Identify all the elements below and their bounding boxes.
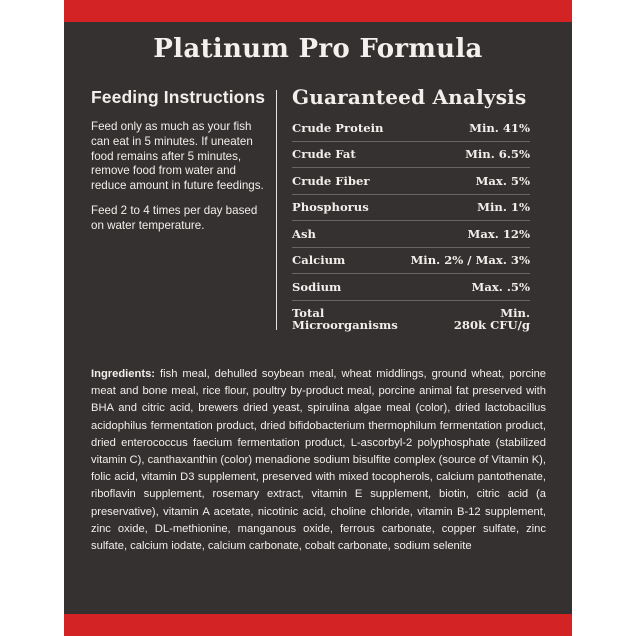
label-panel: [64, 0, 572, 636]
product-title: Platinum Pro Formula: [153, 34, 483, 64]
analysis-value: Min. 41%: [469, 120, 530, 135]
label-line: Microorganisms: [292, 317, 398, 332]
analysis-label: [292, 307, 398, 331]
analysis-row-microorganisms: [292, 301, 530, 343]
analysis-label: Crude Fiber: [292, 173, 370, 188]
ingredients-label: Ingredients:: [91, 368, 156, 380]
analysis-label: Phosphorus: [292, 200, 369, 215]
value-line: 280k CFU/g: [453, 317, 530, 332]
analysis-label: Crude Fat: [292, 147, 356, 162]
analysis-label: Sodium: [292, 279, 342, 294]
analysis-heading: Guaranteed Analysis: [292, 85, 527, 109]
feeding-heading: Feeding Instructions: [91, 87, 266, 107]
analysis-row: [292, 221, 530, 248]
top-red-band: [64, 0, 572, 22]
feeding-instructions: [91, 87, 269, 244]
analysis-value: Max. 5%: [475, 173, 530, 188]
ingredients-block: [91, 366, 546, 555]
analysis-row: [292, 142, 530, 169]
value-line: Min.: [500, 305, 530, 320]
analysis-value: Min. 1%: [477, 200, 530, 215]
analysis-row: [292, 168, 530, 195]
analysis-row: [292, 248, 530, 275]
analysis-row: [292, 274, 530, 301]
analysis-row: [292, 115, 530, 142]
column-divider: [276, 90, 277, 330]
analysis-label: Crude Protein: [292, 120, 384, 135]
analysis-row: [292, 195, 530, 222]
guaranteed-analysis: [292, 85, 530, 343]
ingredients-text: fish meal, dehulled soybean meal, wheat middlings, ground wheat, porcine meat and bone meal, rice flour, poultry by-product meal, porcine animal fat preserved with BHA and citric acid, brewers dried yeast, spirulina algae meal (color), dried lactobacillus acidophilus fermentation product, dried bifidobacterium thermophilum fermentation product, dried enterococcus faecium fermentation product, L-ascorbyl-2 polyphosphate (stabilized vitamin C), canthaxanthin (color) menadione sodium bisulfite complex (source of Vitamin K), folic acid, vitamin D3 supplement, preserved with mixed tocopherols, calcium pantothenate, riboflavin supplement, rosemary extract, vitamin E supplement, biotin, citric acid (a preservative), vitamin A acetate, nicotinic acid, choline chloride, vitamin B-12 supplement, zinc oxide, DL-methionine, manganous oxide, ferrous carbonate, copper sulfate, zinc sulfate, calcium iodate, calcium carbonate, cobalt carbonate, sodium selenite: [91, 368, 547, 553]
analysis-label: Calcium: [292, 253, 346, 268]
feeding-paragraph-1: Feed only as much as your fish can eat in 5 minutes. If uneaten food remains after 5 minutes, remove food from water and reduce amount in future feedings.: [91, 120, 264, 193]
bottom-red-band: [64, 614, 572, 636]
label-line: Total: [292, 305, 325, 320]
feeding-paragraph-2: Feed 2 to 4 times per day based on water temperature.: [91, 203, 258, 232]
analysis-value: Min. 6.5%: [465, 147, 530, 162]
analysis-label: Ash: [292, 226, 316, 241]
analysis-value: Min. 2% / Max. 3%: [410, 253, 530, 268]
analysis-value: Max. .5%: [471, 279, 530, 294]
analysis-value: [454, 307, 530, 331]
analysis-value: Max. 12%: [467, 226, 530, 241]
